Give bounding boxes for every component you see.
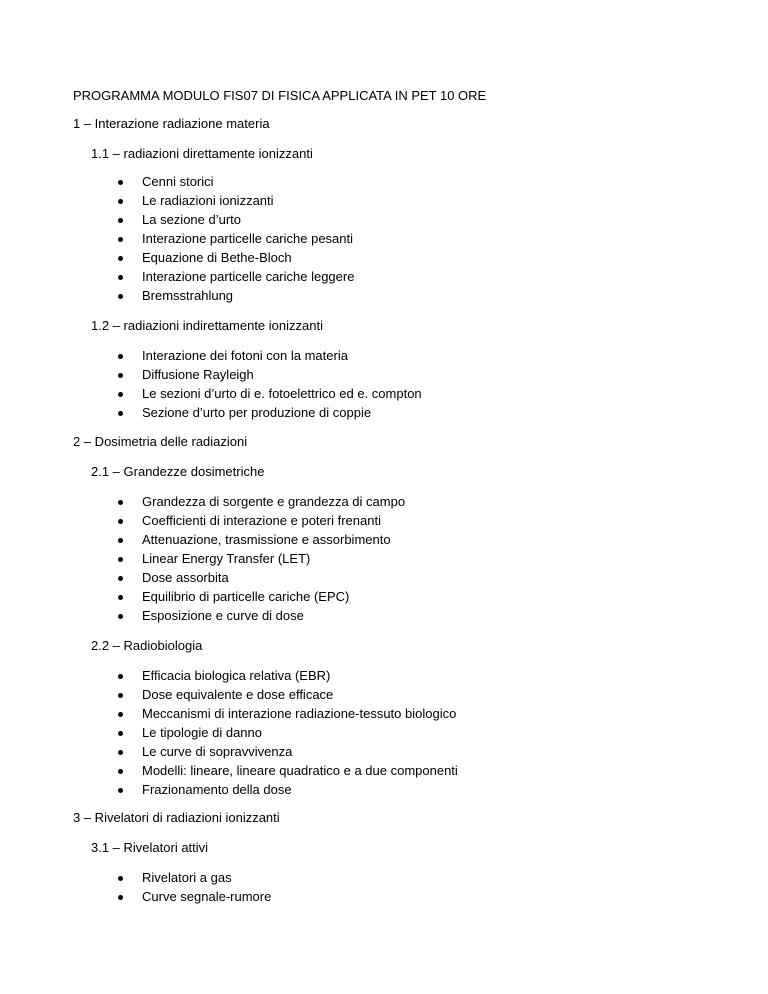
bullet-icon — [118, 674, 123, 679]
bullet-icon — [118, 180, 123, 185]
list-item: Modelli: lineare, lineare quadratico e a due componenti — [142, 763, 458, 778]
list-item: Esposizione e curve di dose — [142, 608, 304, 623]
list-item: Le tipologie di danno — [142, 725, 262, 740]
list-item: Linear Energy Transfer (LET) — [142, 551, 311, 566]
subsection-heading: 2.1 – Grandezze dosimetriche — [91, 464, 265, 479]
bullet-icon — [118, 693, 123, 698]
bullet-icon — [118, 218, 123, 223]
bullet-icon — [118, 731, 123, 736]
bullet-icon — [118, 373, 123, 378]
list-item: Dose assorbita — [142, 570, 229, 585]
list-item: Interazione particelle cariche pesanti — [142, 231, 354, 246]
list-item: Meccanismi di interazione radiazione-tessuto biologico — [142, 706, 457, 721]
list-item: Le curve di sopravvivenza — [142, 744, 293, 759]
bullet-icon — [118, 750, 123, 755]
subsection-heading: 3.1 – Rivelatori attivi — [91, 840, 209, 855]
bullet-icon — [118, 500, 123, 505]
bullet-icon — [118, 895, 123, 900]
bullet-icon — [118, 392, 123, 397]
bullet-icon — [118, 256, 123, 261]
bullet-icon — [118, 712, 123, 717]
subsection-heading: 1.2 – radiazioni indirettamente ionizzanti — [91, 318, 323, 333]
bullet-icon — [118, 595, 123, 600]
list-item: Cenni storici — [142, 174, 214, 189]
bullet-icon — [118, 237, 123, 242]
bullet-icon — [118, 557, 123, 562]
list-item: Equilibrio di particelle cariche (EPC) — [142, 589, 350, 604]
bullet-icon — [118, 354, 123, 359]
section-heading: 1 – Interazione radiazione materia — [73, 116, 270, 131]
list-item: Grandezza di sorgente e grandezza di campo — [142, 494, 406, 509]
list-item: Bremsstrahlung — [142, 288, 234, 303]
list-item: Sezione d’urto per produzione di coppie — [142, 405, 372, 420]
bullet-icon — [118, 199, 123, 204]
bullet-icon — [118, 576, 123, 581]
section-heading: 2 – Dosimetria delle radiazioni — [73, 434, 248, 449]
list-item: Frazionamento della dose — [142, 782, 292, 797]
list-item: Attenuazione, trasmissione e assorbimento — [142, 532, 391, 547]
subsection-heading: 1.1 – radiazioni direttamente ionizzanti — [91, 146, 313, 161]
list-item: Le radiazioni ionizzanti — [142, 193, 274, 208]
bullet-icon — [118, 769, 123, 774]
list-item: Diffusione Rayleigh — [142, 367, 254, 382]
list-item: Interazione particelle cariche leggere — [142, 269, 355, 284]
list-item: Efficacia biologica relativa (EBR) — [142, 668, 331, 683]
subsection-heading: 2.2 – Radiobiologia — [91, 638, 203, 653]
list-item: Le sezioni d’urto di e. fotoelettrico ed e. compton — [142, 386, 422, 401]
bullet-icon — [118, 788, 123, 793]
list-item: Equazione di Bethe-Bloch — [142, 250, 292, 265]
document-title: PROGRAMMA MODULO FIS07 DI FISICA APPLICATA IN PET 10 ORE — [73, 88, 487, 103]
list-item: La sezione d’urto — [142, 212, 242, 227]
list-item: Coefficienti di interazione e poteri frenanti — [142, 513, 381, 528]
bullet-icon — [118, 614, 123, 619]
bullet-icon — [118, 876, 123, 881]
bullet-icon — [118, 275, 123, 280]
bullet-icon — [118, 538, 123, 543]
bullet-icon — [118, 294, 123, 299]
bullet-icon — [118, 411, 123, 416]
list-item: Curve segnale-rumore — [142, 889, 272, 904]
list-item: Dose equivalente e dose efficace — [142, 687, 334, 702]
list-item: Rivelatori a gas — [142, 870, 232, 885]
bullet-icon — [118, 519, 123, 524]
list-item: Interazione dei fotoni con la materia — [142, 348, 348, 363]
section-heading: 3 – Rivelatori di radiazioni ionizzanti — [73, 810, 280, 825]
